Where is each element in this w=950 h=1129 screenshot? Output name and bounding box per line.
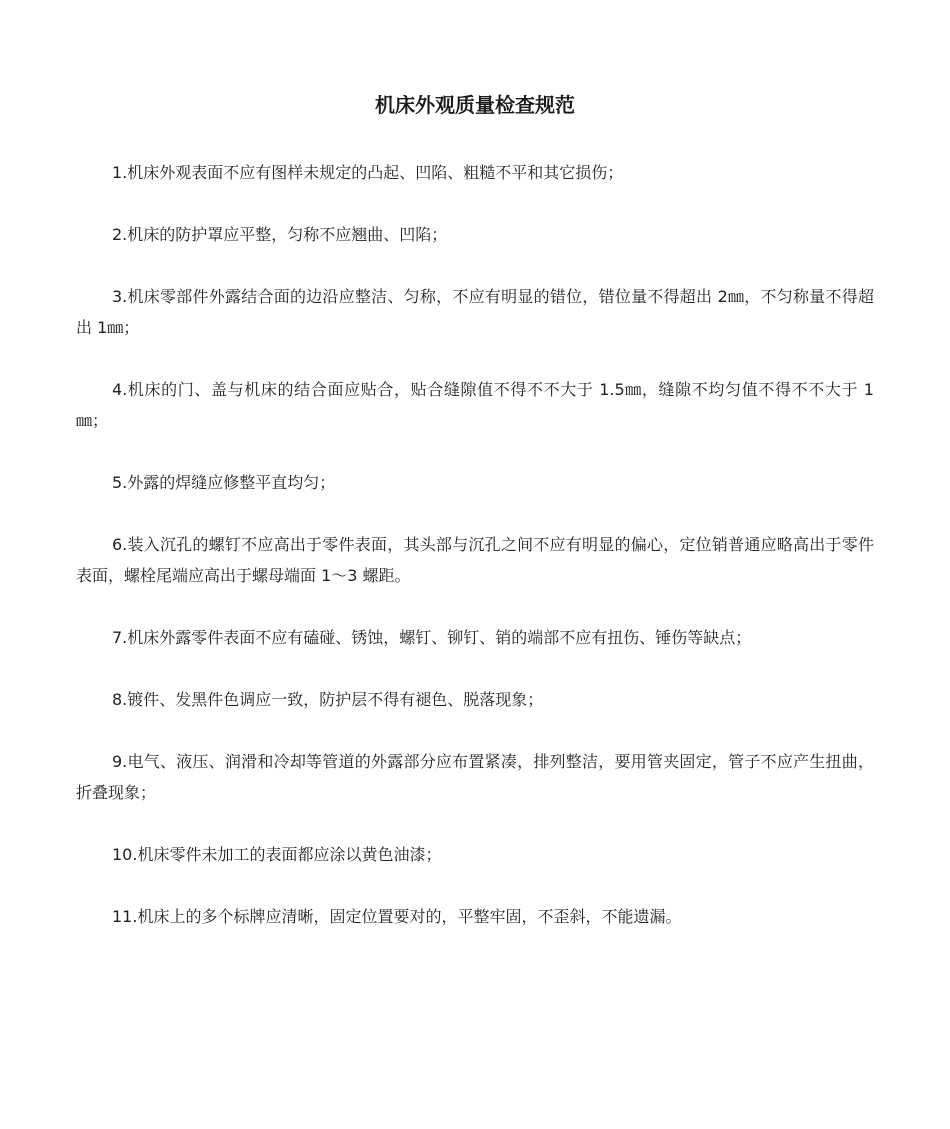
list-item: 6.装入沉孔的螺钉不应高出于零件表面，其头部与沉孔之间不应有明显的偏心，定位销普通应略高出于零件表面，螺栓尾端应高出于螺母端面 1～3 螺距。 xyxy=(76,535,874,585)
list-item: 11.机床上的多个标牌应清晰，固定位置要对的，平整牢固，不歪斜，不能遗漏。 xyxy=(112,907,682,926)
list-item: 7.机床外露零件表面不应有磕碰、锈蚀，螺钉、铆钉、销的端部不应有扭伤、锤伤等缺点； xyxy=(112,628,752,647)
list-item: 4.机床的门、盖与机床的结合面应贴合，贴合缝隙值不得不不大于 1.5㎜，缝隙不均匀值不得不不大于 1㎜； xyxy=(76,380,874,430)
list-item: 5.外露的焊缝应修整平直均匀； xyxy=(112,473,336,492)
list-item: 9.电气、液压、润滑和冷却等管道的外露部分应布置紧凑，排列整洁，要用管夹固定，管子不应产生扭曲，折叠现象； xyxy=(76,752,874,802)
list-item: 3.机床零部件外露结合面的边沿应整洁、匀称，不应有明显的错位，错位量不得超出 2㎜，不匀称量不得超出 1㎜； xyxy=(76,287,874,337)
list-item: 1.机床外观表面不应有图样未规定的凸起、凹陷、粗糙不平和其它损伤； xyxy=(112,163,624,182)
list-item: 2.机床的防护罩应平整，匀称不应翘曲、凹陷； xyxy=(112,225,448,244)
document-body xyxy=(76,157,874,932)
list-item: 8.镀件、发黑件色调应一致，防护层不得有褪色、脱落现象； xyxy=(112,690,544,709)
list-item: 10.机床零件未加工的表面都应涂以黄色油漆； xyxy=(112,845,442,864)
document-title: 机床外观质量检查规范 xyxy=(375,93,575,117)
